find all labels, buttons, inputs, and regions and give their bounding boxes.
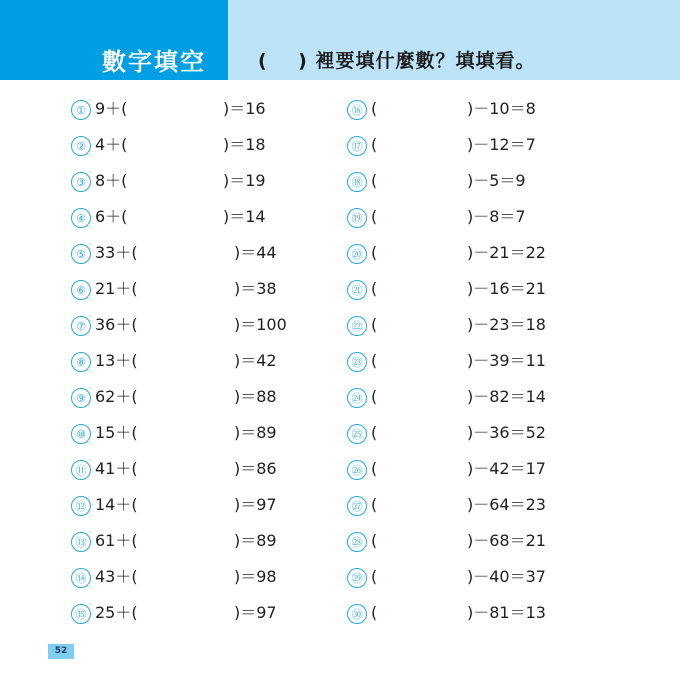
equation-right: )－68＝21 bbox=[467, 531, 546, 550]
problem-row bbox=[71, 277, 331, 301]
problem-row bbox=[347, 565, 607, 589]
equation-right: )＝88 bbox=[234, 387, 277, 406]
equation-right: )＝18 bbox=[223, 135, 266, 154]
problem-number-circle: ㉘ bbox=[347, 532, 367, 552]
problem-row bbox=[347, 241, 607, 265]
equation-left: 43＋( bbox=[95, 567, 138, 586]
equation-right: )－42＝17 bbox=[467, 459, 546, 478]
problem-number-circle: ⑰ bbox=[347, 136, 367, 156]
problem-number-circle: ⑱ bbox=[347, 172, 367, 192]
page-number-badge: 52 bbox=[48, 644, 74, 659]
equation-left: ( bbox=[371, 459, 378, 478]
equation-left: 21＋( bbox=[95, 279, 138, 298]
equation-left: 15＋( bbox=[95, 423, 138, 442]
problem-number-circle: ⑭ bbox=[71, 568, 91, 588]
problem-number-circle: ⑳ bbox=[347, 244, 367, 264]
problem-row bbox=[71, 349, 331, 373]
page-title: 數字填空 bbox=[102, 48, 206, 76]
problem-number-circle: ㉕ bbox=[347, 424, 367, 444]
equation-left: 33＋( bbox=[95, 243, 138, 262]
equation-left: 9＋( bbox=[95, 99, 128, 118]
problem-row bbox=[347, 457, 607, 481]
problem-number-circle: ① bbox=[71, 100, 91, 120]
equation-left: 14＋( bbox=[95, 495, 138, 514]
problem-number-circle: ㉖ bbox=[347, 460, 367, 480]
problem-number-circle: ㉗ bbox=[347, 496, 367, 516]
problem-row bbox=[71, 421, 331, 445]
equation-left: ( bbox=[371, 387, 378, 406]
problem-row bbox=[71, 169, 331, 193]
equation-right: )＝97 bbox=[234, 495, 277, 514]
problem-number-circle: ④ bbox=[71, 208, 91, 228]
problem-number-circle: ⑬ bbox=[71, 532, 91, 552]
equation-right: )－64＝23 bbox=[467, 495, 546, 514]
equation-right: )＝100 bbox=[234, 315, 287, 334]
header-instruction-block bbox=[228, 0, 680, 80]
problem-row bbox=[71, 97, 331, 121]
equation-right: )－16＝21 bbox=[467, 279, 546, 298]
equation-left: ( bbox=[371, 207, 378, 226]
problem-row bbox=[347, 169, 607, 193]
equation-left: ( bbox=[371, 531, 378, 550]
equation-left: ( bbox=[371, 423, 378, 442]
equation-right: )－21＝22 bbox=[467, 243, 546, 262]
equation-left: ( bbox=[371, 567, 378, 586]
equation-right: )－40＝37 bbox=[467, 567, 546, 586]
problem-number-circle: ⑪ bbox=[71, 460, 91, 480]
equation-right: )－39＝11 bbox=[467, 351, 546, 370]
problem-number-circle: ③ bbox=[71, 172, 91, 192]
equation-right: )＝42 bbox=[234, 351, 277, 370]
problem-row bbox=[71, 133, 331, 157]
equation-right: )＝16 bbox=[223, 99, 266, 118]
equation-right: )－10＝8 bbox=[467, 99, 536, 118]
problem-row bbox=[347, 493, 607, 517]
equation-right: )＝97 bbox=[234, 603, 277, 622]
problem-row bbox=[71, 601, 331, 625]
problem-row bbox=[347, 205, 607, 229]
problem-row bbox=[347, 349, 607, 373]
equation-left: ( bbox=[371, 279, 378, 298]
equation-right: )－36＝52 bbox=[467, 423, 546, 442]
equation-right: )＝86 bbox=[234, 459, 277, 478]
equation-right: )－5＝9 bbox=[467, 171, 526, 190]
problem-number-circle: ⑤ bbox=[71, 244, 91, 264]
problem-row bbox=[71, 241, 331, 265]
problem-row bbox=[347, 529, 607, 553]
problem-row bbox=[71, 529, 331, 553]
equation-right: )－8＝7 bbox=[467, 207, 526, 226]
equation-right: )＝38 bbox=[234, 279, 277, 298]
equation-left: ( bbox=[371, 603, 378, 622]
equation-right: )＝14 bbox=[223, 207, 266, 226]
problem-row bbox=[71, 565, 331, 589]
equation-left: ( bbox=[371, 243, 378, 262]
header-title-block bbox=[0, 0, 228, 80]
problem-row bbox=[71, 493, 331, 517]
equation-left: 4＋( bbox=[95, 135, 128, 154]
equation-left: 41＋( bbox=[95, 459, 138, 478]
equation-left: ( bbox=[371, 135, 378, 154]
problem-number-circle: ㉙ bbox=[347, 568, 367, 588]
equation-right: )－12＝7 bbox=[467, 135, 536, 154]
problem-number-circle: ⑧ bbox=[71, 352, 91, 372]
equation-right: )＝98 bbox=[234, 567, 277, 586]
problem-row bbox=[347, 601, 607, 625]
equation-left: ( bbox=[371, 315, 378, 334]
equation-left: 13＋( bbox=[95, 351, 138, 370]
equation-left: 6＋( bbox=[95, 207, 128, 226]
equation-left: ( bbox=[371, 171, 378, 190]
equation-right: )－82＝14 bbox=[467, 387, 546, 406]
header-banner bbox=[0, 0, 680, 80]
problem-number-circle: ㉑ bbox=[347, 280, 367, 300]
problem-number-circle: ⑨ bbox=[71, 388, 91, 408]
problem-row bbox=[71, 457, 331, 481]
equation-right: )＝19 bbox=[223, 171, 266, 190]
problem-row bbox=[347, 277, 607, 301]
problem-number-circle: ㉒ bbox=[347, 316, 367, 336]
equation-right: )－23＝18 bbox=[467, 315, 546, 334]
equation-left: 62＋( bbox=[95, 387, 138, 406]
problem-row bbox=[71, 205, 331, 229]
equation-right: )＝89 bbox=[234, 531, 277, 550]
problem-number-circle: ㉓ bbox=[347, 352, 367, 372]
problem-row bbox=[347, 97, 607, 121]
problem-number-circle: ⑲ bbox=[347, 208, 367, 228]
equation-left: 61＋( bbox=[95, 531, 138, 550]
equation-left: ( bbox=[371, 351, 378, 370]
problem-row bbox=[347, 421, 607, 445]
problem-number-circle: ② bbox=[71, 136, 91, 156]
problem-number-circle: ⑯ bbox=[347, 100, 367, 120]
problem-row bbox=[347, 133, 607, 157]
equation-left: ( bbox=[371, 99, 378, 118]
equation-left: 36＋( bbox=[95, 315, 138, 334]
problem-number-circle: ㉚ bbox=[347, 604, 367, 624]
problem-row bbox=[71, 313, 331, 337]
problem-row bbox=[347, 385, 607, 409]
equation-right: )－81＝13 bbox=[467, 603, 546, 622]
equation-left: 25＋( bbox=[95, 603, 138, 622]
instruction-text: ( ) 裡要填什麼數？填填看。 bbox=[258, 50, 536, 72]
problem-number-circle: ⑮ bbox=[71, 604, 91, 624]
problem-row bbox=[347, 313, 607, 337]
problem-number-circle: ⑩ bbox=[71, 424, 91, 444]
problem-number-circle: ⑥ bbox=[71, 280, 91, 300]
equation-right: )＝44 bbox=[234, 243, 277, 262]
problem-row bbox=[71, 385, 331, 409]
equation-left: ( bbox=[371, 495, 378, 514]
problem-number-circle: ⑫ bbox=[71, 496, 91, 516]
equation-left: 8＋( bbox=[95, 171, 128, 190]
problem-number-circle: ⑦ bbox=[71, 316, 91, 336]
equation-right: )＝89 bbox=[234, 423, 277, 442]
problem-number-circle: ㉔ bbox=[347, 388, 367, 408]
